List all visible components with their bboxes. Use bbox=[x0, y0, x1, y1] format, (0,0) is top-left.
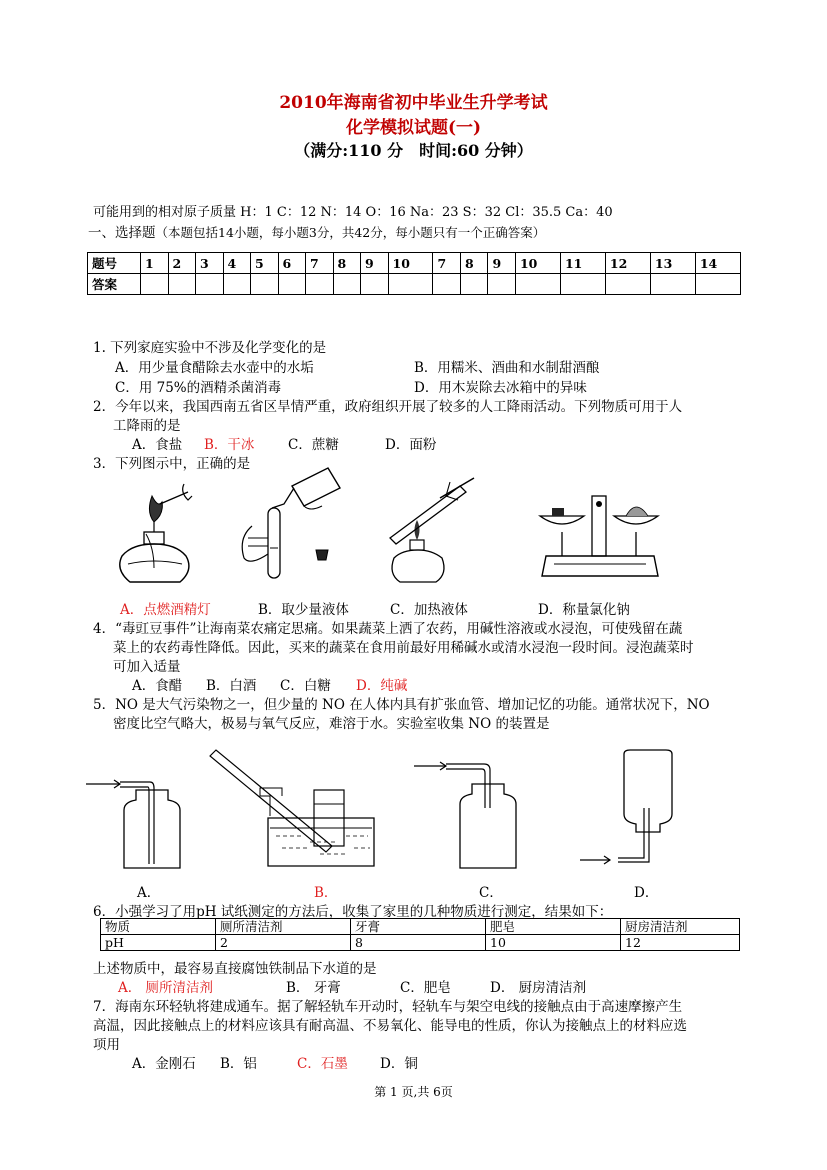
question-number-cell: 11 bbox=[560, 253, 605, 274]
q2-option-a: A．食盐 bbox=[132, 437, 183, 453]
answer-table-answer-row bbox=[88, 274, 741, 295]
q2-option-d: D．面粉 bbox=[385, 437, 437, 453]
ph-table-header: 物质 bbox=[101, 919, 216, 935]
answer-cell[interactable] bbox=[278, 274, 306, 295]
q7-stem-line1: 7．海南东环轻轨将建成通车。据了解轻轨车开动时，轻轨车与架空电线的接触点由于高速摩擦产生 bbox=[93, 999, 683, 1015]
answer-cell[interactable] bbox=[251, 274, 279, 295]
question-number-cell: 7 bbox=[433, 253, 461, 274]
q4-option-c: C．白糖 bbox=[280, 678, 331, 694]
ph-table-value-row bbox=[101, 935, 740, 951]
answer-cell[interactable] bbox=[361, 274, 389, 295]
q2-option-c: C．蔗糖 bbox=[288, 437, 339, 453]
q7-option-a: A．金刚石 bbox=[132, 1056, 196, 1072]
q7-option-d: D．铜 bbox=[380, 1056, 418, 1072]
question-number-cell: 9 bbox=[361, 253, 389, 274]
q5-stem-line1: 5．NO 是大气污染物之一，但少量的 NO 在人体内具有扩张血管、增加记忆的功能。通常状况下，NO bbox=[93, 697, 710, 713]
q2-option-b: B．干冰 bbox=[204, 437, 255, 453]
answer-table-row-label: 题号 bbox=[88, 253, 141, 274]
section-title: 一、选择题 bbox=[88, 225, 156, 241]
alcohol-lamp-figure bbox=[110, 478, 200, 588]
answer-cell[interactable] bbox=[605, 274, 650, 295]
question-number-cell: 13 bbox=[650, 253, 695, 274]
answer-cell[interactable] bbox=[223, 274, 251, 295]
q6-option-d: D． 厨房清洁剂 bbox=[490, 980, 587, 996]
inverted-bottle-figure bbox=[580, 748, 680, 866]
q5-option-d: D． bbox=[634, 885, 659, 901]
q6-option-b: B． 牙膏 bbox=[286, 980, 341, 996]
ph-table-cell: 10 bbox=[486, 935, 621, 951]
section-note: （本题包括14小题，每小题3分，共42分，每小题只有一个正确答案） bbox=[155, 225, 546, 240]
q5-option-a: A． bbox=[137, 885, 161, 901]
q4-option-b: B．白酒 bbox=[206, 678, 257, 694]
question-number-cell: 8 bbox=[333, 253, 361, 274]
balance-scale-figure bbox=[530, 490, 670, 586]
q7-stem-line3: 项用 bbox=[93, 1037, 120, 1053]
q3-option-d: D．称量氯化钠 bbox=[538, 602, 630, 618]
q1-option-a: A．用少量食醋除去水壶中的水垢 bbox=[115, 360, 314, 376]
ph-table-header: 厨房清洁剂 bbox=[621, 919, 740, 935]
q7-stem-line2: 高温，因此接触点上的材料应该具有耐高温、不易氧化、能导电的性质，你认为接触点上的材料应选 bbox=[93, 1018, 687, 1034]
ph-table-cell: 12 bbox=[621, 935, 740, 951]
q4-stem-line2: 菜上的农药毒性降低。因此，买来的蔬菜在食用前最好用稀碱水或清水浸泡一段时间。浸泡蔬菜时 bbox=[113, 640, 694, 656]
answer-cell[interactable] bbox=[388, 274, 433, 295]
q7-option-b: B．铝 bbox=[220, 1056, 257, 1072]
answer-cell[interactable] bbox=[460, 274, 488, 295]
ph-table-header: 肥皂 bbox=[486, 919, 621, 935]
question-number-cell: 4 bbox=[223, 253, 251, 274]
exam-subtitle: 化学模拟试题(一) bbox=[345, 118, 482, 138]
gas-bottle-a-figure bbox=[86, 770, 196, 876]
answer-cell[interactable] bbox=[515, 274, 560, 295]
question-number-cell: 5 bbox=[251, 253, 279, 274]
q1-option-b: B．用糯米、酒曲和水制甜酒酿 bbox=[414, 360, 600, 376]
question-number-cell: 3 bbox=[196, 253, 224, 274]
q1-stem: 1. 下列家庭实验中不涉及化学变化的是 bbox=[93, 340, 327, 356]
answer-cell[interactable] bbox=[695, 274, 740, 295]
ph-table-cell: 2 bbox=[216, 935, 351, 951]
ph-table-header: 厕所清洁剂 bbox=[216, 919, 351, 935]
q7-option-c: C．石墨 bbox=[297, 1056, 348, 1072]
ph-table bbox=[100, 918, 740, 951]
q1-option-c: C．用 75%的酒精杀菌消毒 bbox=[115, 380, 282, 396]
exam-title: 2010年海南省初中毕业生升学考试 bbox=[279, 93, 548, 113]
question-number-cell: 10 bbox=[388, 253, 433, 274]
q2-stem-line2: 工降雨的是 bbox=[113, 418, 181, 434]
question-number-cell: 9 bbox=[488, 253, 516, 274]
gas-bottle-c-figure bbox=[412, 760, 522, 876]
answer-cell[interactable] bbox=[306, 274, 334, 295]
q5-stem-line2: 密度比空气略大，极易与氧气反应，难溶于水。实验室收集 NO 的装置是 bbox=[113, 716, 550, 732]
answer-cell[interactable] bbox=[333, 274, 361, 295]
answer-table-number-row bbox=[88, 253, 741, 274]
q4-stem-line3: 可加入适量 bbox=[113, 659, 181, 675]
question-number-cell: 8 bbox=[460, 253, 488, 274]
q5-option-b: B． bbox=[314, 885, 338, 901]
ph-table-cell: pH bbox=[101, 935, 216, 951]
q2-stem-line1: 2．今年以来，我国西南五省区旱情严重，政府组织开展了较多的人工降雨活动。下列物质可用于人 bbox=[93, 399, 683, 415]
q4-option-a: A．食醋 bbox=[132, 678, 183, 694]
water-trough-figure bbox=[206, 748, 376, 876]
q4-option-d: D．纯碱 bbox=[356, 678, 408, 694]
q6-option-c: C．肥皂 bbox=[400, 980, 451, 996]
q6-option-a: A． 厕所清洁剂 bbox=[118, 980, 214, 996]
heating-liquid-figure bbox=[370, 478, 480, 588]
answer-cell[interactable] bbox=[433, 274, 461, 295]
answer-table-row-label: 答案 bbox=[88, 274, 141, 295]
question-number-cell: 2 bbox=[168, 253, 196, 274]
pouring-liquid-figure bbox=[232, 466, 352, 590]
question-number-cell: 10 bbox=[515, 253, 560, 274]
ph-table-header-row bbox=[101, 919, 740, 935]
ph-table-cell: 8 bbox=[351, 935, 486, 951]
answer-cell[interactable] bbox=[196, 274, 224, 295]
answer-cell[interactable] bbox=[650, 274, 695, 295]
question-number-cell: 14 bbox=[695, 253, 740, 274]
question-number-cell: 6 bbox=[278, 253, 306, 274]
q3-option-c: C．加热液体 bbox=[390, 602, 468, 618]
q6-question: 上述物质中，最容易直接腐蚀铁制品下水道的是 bbox=[93, 961, 377, 977]
answer-cell[interactable] bbox=[141, 274, 169, 295]
q1-option-d: D．用木炭除去冰箱中的异味 bbox=[414, 380, 587, 396]
section-heading bbox=[88, 221, 545, 241]
question-number-cell: 1 bbox=[141, 253, 169, 274]
question-number-cell: 7 bbox=[306, 253, 334, 274]
answer-cell[interactable] bbox=[560, 274, 605, 295]
ph-table-header: 牙膏 bbox=[351, 919, 486, 935]
atomic-masses: 可能用到的相对原子质量 H：1 C：12 N：14 O：16 Na：23 S：32 Cl：35.5 Ca：40 bbox=[93, 205, 613, 220]
q3-option-a: A．点燃酒精灯 bbox=[120, 602, 211, 618]
exam-score-time: （满分:110 分 时间:60 分钟） bbox=[294, 141, 533, 160]
q6-stem: 6．小强学习了用pH 试纸测定的方法后，收集了家里的几种物质进行测定，结果如下： bbox=[93, 904, 613, 920]
question-number-cell: 12 bbox=[605, 253, 650, 274]
answer-cell[interactable] bbox=[168, 274, 196, 295]
q5-option-c: C． bbox=[479, 885, 503, 901]
page-footer: 第 1 页,共 6页 bbox=[374, 1085, 453, 1099]
answer-table bbox=[87, 252, 741, 295]
q3-stem: 3．下列图示中，正确的是 bbox=[93, 456, 251, 472]
answer-cell[interactable] bbox=[488, 274, 516, 295]
q3-option-b: B．取少量液体 bbox=[258, 602, 349, 618]
q4-stem-line1: 4．“毒豇豆事件”让海南菜农痛定思痛。如果蔬菜上洒了农药，用碱性溶液或水浸泡，可使残留在蔬 bbox=[93, 621, 683, 637]
